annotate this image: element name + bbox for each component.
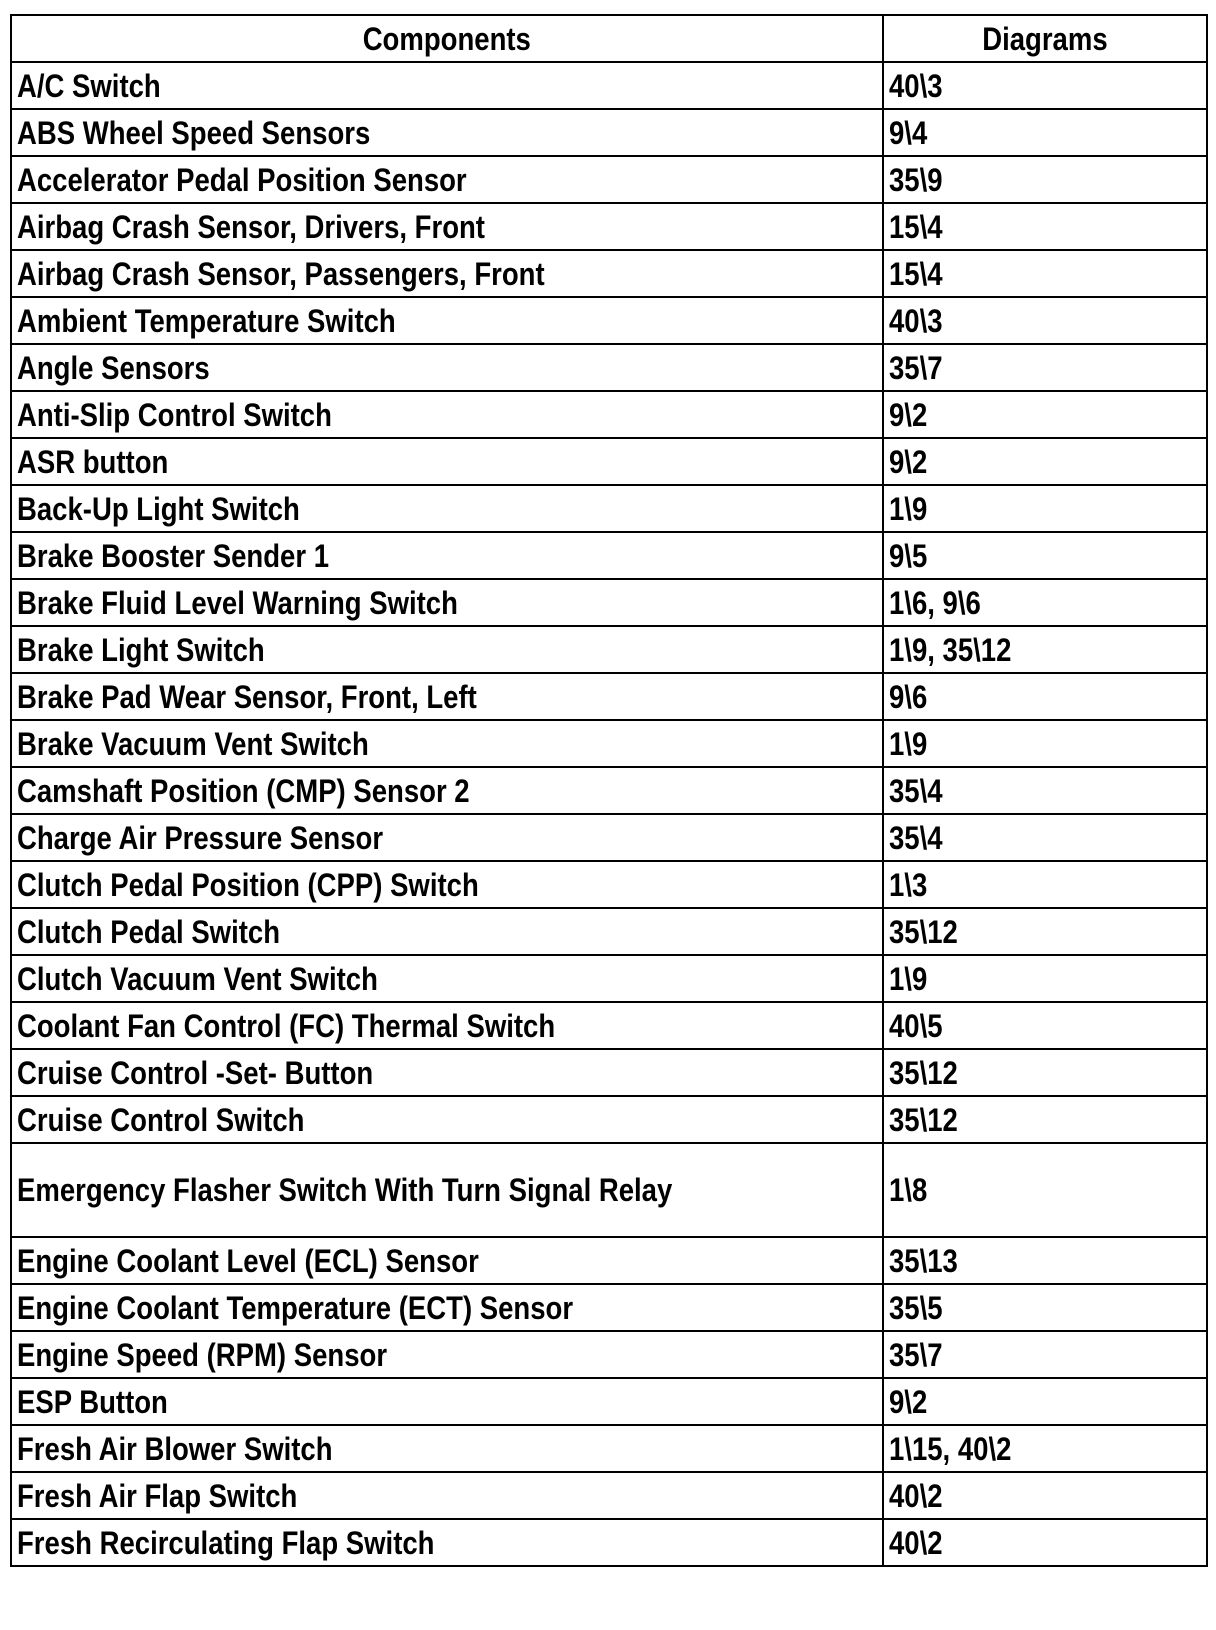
diagrams-cell: 15\4 [883, 203, 1207, 250]
diagrams-cell: 1\15, 40\2 [883, 1425, 1207, 1472]
diagrams-cell: 35\4 [883, 767, 1207, 814]
component-cell: Brake Vacuum Vent Switch [11, 720, 883, 767]
component-cell: Clutch Vacuum Vent Switch [11, 955, 883, 1002]
component-cell: Angle Sensors [11, 344, 883, 391]
component-cell: Ambient Temperature Switch [11, 297, 883, 344]
diagrams-cell: 9\2 [883, 438, 1207, 485]
component-cell: Airbag Crash Sensor, Drivers, Front [11, 203, 883, 250]
diagrams-cell: 1\8 [883, 1143, 1207, 1237]
component-cell: Engine Coolant Level (ECL) Sensor [11, 1237, 883, 1284]
diagrams-cell: 9\4 [883, 109, 1207, 156]
component-cell: Clutch Pedal Position (CPP) Switch [11, 861, 883, 908]
component-cell: Accelerator Pedal Position Sensor [11, 156, 883, 203]
diagrams-cell: 35\12 [883, 908, 1207, 955]
diagrams-cell: 1\9 [883, 955, 1207, 1002]
diagrams-cell: 35\13 [883, 1237, 1207, 1284]
table-row [11, 438, 1207, 485]
table-row [11, 1143, 1207, 1237]
table-row [11, 767, 1207, 814]
diagrams-cell: 15\4 [883, 250, 1207, 297]
diagrams-cell: 35\7 [883, 344, 1207, 391]
table-row [11, 485, 1207, 532]
table-row [11, 861, 1207, 908]
table-row [11, 814, 1207, 861]
table-row [11, 1378, 1207, 1425]
table-row [11, 955, 1207, 1002]
component-cell: Engine Speed (RPM) Sensor [11, 1331, 883, 1378]
table-row [11, 1237, 1207, 1284]
component-cell: ESP Button [11, 1378, 883, 1425]
component-cell: Fresh Recirculating Flap Switch [11, 1519, 883, 1566]
diagrams-cell: 1\9, 35\12 [883, 626, 1207, 673]
diagrams-cell: 35\12 [883, 1096, 1207, 1143]
component-cell: Anti-Slip Control Switch [11, 391, 883, 438]
component-cell: Brake Fluid Level Warning Switch [11, 579, 883, 626]
diagrams-cell: 35\4 [883, 814, 1207, 861]
components-diagrams-table [10, 14, 1208, 1567]
table-row [11, 62, 1207, 109]
table-body [11, 62, 1207, 1566]
header-components [11, 15, 883, 62]
diagrams-cell: 1\9 [883, 485, 1207, 532]
diagrams-cell: 1\6, 9\6 [883, 579, 1207, 626]
component-cell: Engine Coolant Temperature (ECT) Sensor [11, 1284, 883, 1331]
diagrams-cell: 40\3 [883, 62, 1207, 109]
component-cell: Cruise Control Switch [11, 1096, 883, 1143]
header-components-label: Components [362, 20, 532, 57]
table-row [11, 1002, 1207, 1049]
diagrams-cell: 1\9 [883, 720, 1207, 767]
diagrams-cell: 40\3 [883, 297, 1207, 344]
table-row [11, 532, 1207, 579]
component-cell: Emergency Flasher Switch With Turn Signal Relay [11, 1143, 883, 1237]
component-cell: Airbag Crash Sensor, Passengers, Front [11, 250, 883, 297]
component-cell: ABS Wheel Speed Sensors [11, 109, 883, 156]
diagrams-cell: 9\6 [883, 673, 1207, 720]
table-row [11, 1472, 1207, 1519]
component-cell: Charge Air Pressure Sensor [11, 814, 883, 861]
diagrams-cell: 40\2 [883, 1519, 1207, 1566]
component-cell: Coolant Fan Control (FC) Thermal Switch [11, 1002, 883, 1049]
diagrams-cell: 9\2 [883, 1378, 1207, 1425]
table-row [11, 156, 1207, 203]
component-cell: Cruise Control -Set- Button [11, 1049, 883, 1096]
table-row [11, 250, 1207, 297]
table-row [11, 626, 1207, 673]
table-row [11, 673, 1207, 720]
table-row [11, 1331, 1207, 1378]
diagrams-cell: 40\5 [883, 1002, 1207, 1049]
table-row [11, 391, 1207, 438]
diagrams-cell: 9\2 [883, 391, 1207, 438]
component-cell: Camshaft Position (CMP) Sensor 2 [11, 767, 883, 814]
header-diagrams-label: Diagrams [982, 20, 1108, 57]
table-row [11, 344, 1207, 391]
table-row [11, 720, 1207, 767]
header-diagrams [883, 15, 1207, 62]
diagrams-cell: 35\9 [883, 156, 1207, 203]
component-cell: Back-Up Light Switch [11, 485, 883, 532]
diagrams-cell: 9\5 [883, 532, 1207, 579]
diagrams-cell: 35\12 [883, 1049, 1207, 1096]
table-row [11, 297, 1207, 344]
component-cell: A/C Switch [11, 62, 883, 109]
component-cell: Brake Booster Sender 1 [11, 532, 883, 579]
table-row [11, 1425, 1207, 1472]
table-header-row [11, 15, 1207, 62]
table-row [11, 1519, 1207, 1566]
component-cell: Fresh Air Blower Switch [11, 1425, 883, 1472]
table-row [11, 908, 1207, 955]
diagrams-cell: 35\5 [883, 1284, 1207, 1331]
component-cell: Clutch Pedal Switch [11, 908, 883, 955]
component-cell: ASR button [11, 438, 883, 485]
diagrams-cell: 35\7 [883, 1331, 1207, 1378]
table-row [11, 1049, 1207, 1096]
diagrams-cell: 1\3 [883, 861, 1207, 908]
component-cell: Fresh Air Flap Switch [11, 1472, 883, 1519]
table-row [11, 109, 1207, 156]
table-row [11, 579, 1207, 626]
diagrams-cell: 40\2 [883, 1472, 1207, 1519]
table-row [11, 1284, 1207, 1331]
component-cell: Brake Light Switch [11, 626, 883, 673]
component-cell: Brake Pad Wear Sensor, Front, Left [11, 673, 883, 720]
table-row [11, 203, 1207, 250]
table-row [11, 1096, 1207, 1143]
